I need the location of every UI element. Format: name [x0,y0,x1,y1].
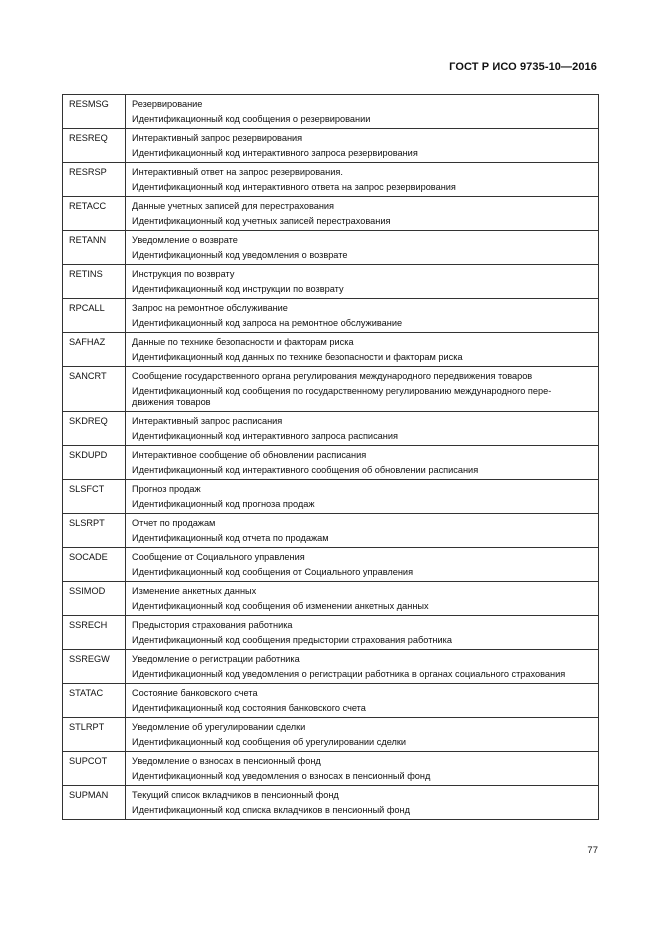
message-description [126,299,599,333]
message-code: RETANN [63,231,126,265]
message-description [126,752,599,786]
table-row [63,333,599,367]
message-title: Интерактивное сообщение об обновлении расписания [132,450,367,460]
message-identifier-description: Идентификационный код сообщения от Социального управления [132,567,414,577]
message-description [126,446,599,480]
message-title: Данные по технике безопасности и факторам риска [132,337,354,347]
message-description [126,786,599,820]
message-code: SSREGW [63,650,126,684]
message-title: Уведомление о регистрации работника [132,654,300,664]
message-title: Резервирование [132,99,203,109]
table-row [63,265,599,299]
message-code: SOCADE [63,548,126,582]
table-row [63,582,599,616]
message-code: RESRSP [63,163,126,197]
message-description [126,684,599,718]
message-code: RESMSG [63,95,126,129]
message-identifier-description: Идентификационный код уведомления о регистрации работника в органах социального страхования [132,669,566,679]
table-row [63,514,599,548]
message-identifier-description: Идентификационный код инструкции по возврату [132,284,344,294]
table-row [63,231,599,265]
message-title: Сообщение государственного органа регулирования международного передвижения товаров [132,371,533,381]
message-description [126,718,599,752]
message-title: Сообщение от Социального управления [132,552,305,562]
message-description [126,616,599,650]
message-description [126,197,599,231]
message-identifier-description: Идентификационный код состояния банковского счета [132,703,366,713]
message-description [126,548,599,582]
table-row [63,95,599,129]
table-row [63,163,599,197]
message-title: Интерактивный запрос расписания [132,416,283,426]
message-code: SANCRT [63,367,126,412]
message-title: Изменение анкетных данных [132,586,257,596]
message-title: Состояние банковского счета [132,688,258,698]
message-identifier-description: Идентификационный код прогноза продаж [132,499,315,509]
message-description [126,129,599,163]
message-code: RESREQ [63,129,126,163]
message-title: Предыстория страхования работника [132,620,293,630]
table-row [63,197,599,231]
message-identifier-description: Идентификационный код интерактивного запроса расписания [132,431,398,441]
table-row [63,412,599,446]
message-identifier-description: Идентификационный код сообщения по государственному регулированию международного пере- движения товаров [132,386,552,407]
message-identifier-description: Идентификационный код запроса на ремонтное обслуживание [132,318,403,328]
table-row [63,650,599,684]
message-description [126,514,599,548]
table-row [63,480,599,514]
message-code-table-body [63,95,599,820]
message-code: SUPCOT [63,752,126,786]
message-identifier-description: Идентификационный код отчета по продажам [132,533,329,543]
message-code: STLRPT [63,718,126,752]
message-description [126,265,599,299]
message-identifier-description: Идентификационный код уведомления о возврате [132,250,348,260]
message-identifier-description: Идентификационный код уведомления о взносах в пенсионный фонд [132,771,431,781]
message-description [126,163,599,197]
message-title: Запрос на ремонтное обслуживание [132,303,288,313]
message-code: SKDUPD [63,446,126,480]
table-row [63,299,599,333]
message-description [126,231,599,265]
message-identifier-description: Идентификационный код учетных записей перестрахования [132,216,391,226]
table-row [63,446,599,480]
message-identifier-description: Идентификационный код сообщения об изменении анкетных данных [132,601,429,611]
message-code: STATAC [63,684,126,718]
message-code: SSRECH [63,616,126,650]
table-row [63,616,599,650]
message-code: SLSFCT [63,480,126,514]
message-title: Текущий список вкладчиков в пенсионный фонд [132,790,339,800]
message-description [126,95,599,129]
message-description [126,412,599,446]
table-row [63,786,599,820]
message-title: Интерактивный запрос резервирования [132,133,303,143]
message-code: RPCALL [63,299,126,333]
message-title: Уведомление о возврате [132,235,238,245]
message-code: SLSRPT [63,514,126,548]
message-title: Интерактивный ответ на запрос резервирования. [132,167,343,177]
message-identifier-description: Идентификационный код списка вкладчиков в пенсионный фонд [132,805,410,815]
message-title: Уведомление о взносах в пенсионный фонд [132,756,321,766]
page-number: 77 [587,845,598,856]
message-code-table [62,94,599,820]
message-title: Отчет по продажам [132,518,216,528]
message-code: SSIMOD [63,582,126,616]
message-code: SUPMAN [63,786,126,820]
message-identifier-description: Идентификационный код интерактивного запроса резервирования [132,148,418,158]
message-description [126,650,599,684]
message-title: Прогноз продаж [132,484,201,494]
message-code: RETACC [63,197,126,231]
table-row [63,548,599,582]
message-title: Данные учетных записей для перестрахования [132,201,335,211]
table-row [63,752,599,786]
message-description [126,582,599,616]
table-row [63,129,599,163]
standard-title: ГОСТ Р ИСО 9735-10—2016 [449,61,597,73]
table-row [63,367,599,412]
message-title: Инструкция по возврату [132,269,235,279]
message-title: Уведомление об урегулировании сделки [132,722,306,732]
message-identifier-description: Идентификационный код интерактивного ответа на запрос резервирования [132,182,456,192]
message-identifier-description: Идентификационный код данных по технике безопасности и факторам риска [132,352,463,362]
message-description [126,367,599,412]
message-identifier-description: Идентификационный код сообщения об урегулировании сделки [132,737,407,747]
message-description [126,333,599,367]
message-description [126,480,599,514]
message-code: SAFHAZ [63,333,126,367]
message-code: RETINS [63,265,126,299]
message-code: SKDREQ [63,412,126,446]
table-row [63,718,599,752]
message-identifier-description: Идентификационный код сообщения предыстории страхования работника [132,635,452,645]
message-identifier-description: Идентификационный код сообщения о резервировании [132,114,371,124]
table-row [63,684,599,718]
message-identifier-description: Идентификационный код интерактивного сообщения об обновлении расписания [132,465,479,475]
